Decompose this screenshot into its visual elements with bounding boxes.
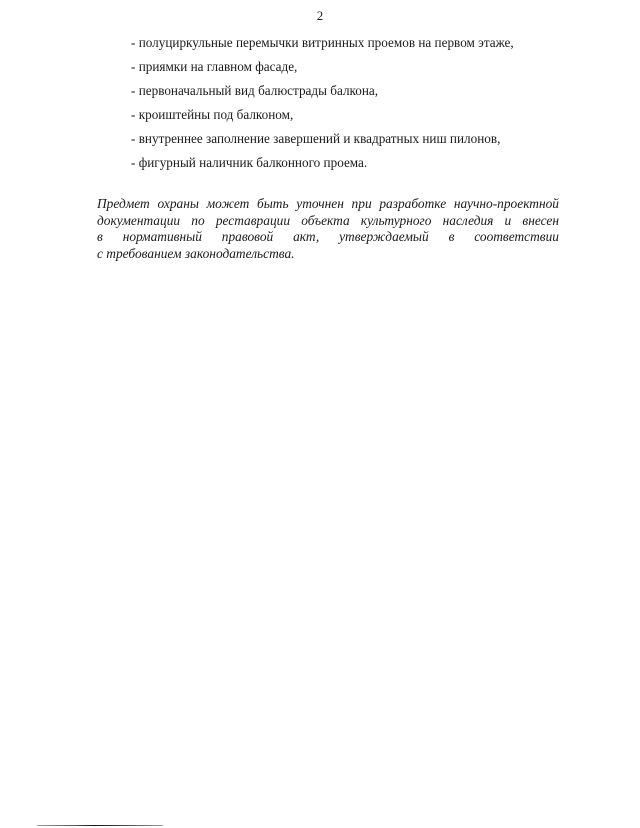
list-item: - первоначальный вид балюстрады балкона, xyxy=(131,83,379,98)
footnote-divider xyxy=(37,825,163,826)
page-number: 2 xyxy=(316,8,324,23)
list-item: - полуциркульные перемычки витринных проемов на первом этаже, xyxy=(131,35,514,50)
protection-items-list xyxy=(131,31,514,175)
protection-note-paragraph xyxy=(97,196,559,262)
list-item: - внутреннее заполнение завершений и квадратных ниш пилонов, xyxy=(131,131,501,146)
list-item: - фигурный наличник балконного проема. xyxy=(131,155,368,170)
list-item: - кроиштейны под балконом, xyxy=(131,107,294,122)
note-line: документации по реставрации объекта культурного наследия и внесен xyxy=(97,212,559,228)
note-line: с требованием законодательства. xyxy=(97,245,295,261)
note-line: Предмет охраны может быть уточнен при разработке научно-проектной xyxy=(97,196,559,211)
list-item: - приямки на главном фасаде, xyxy=(131,59,298,74)
note-line: в нормативный правовой акт, утверждаемый в соответствии xyxy=(97,229,559,245)
